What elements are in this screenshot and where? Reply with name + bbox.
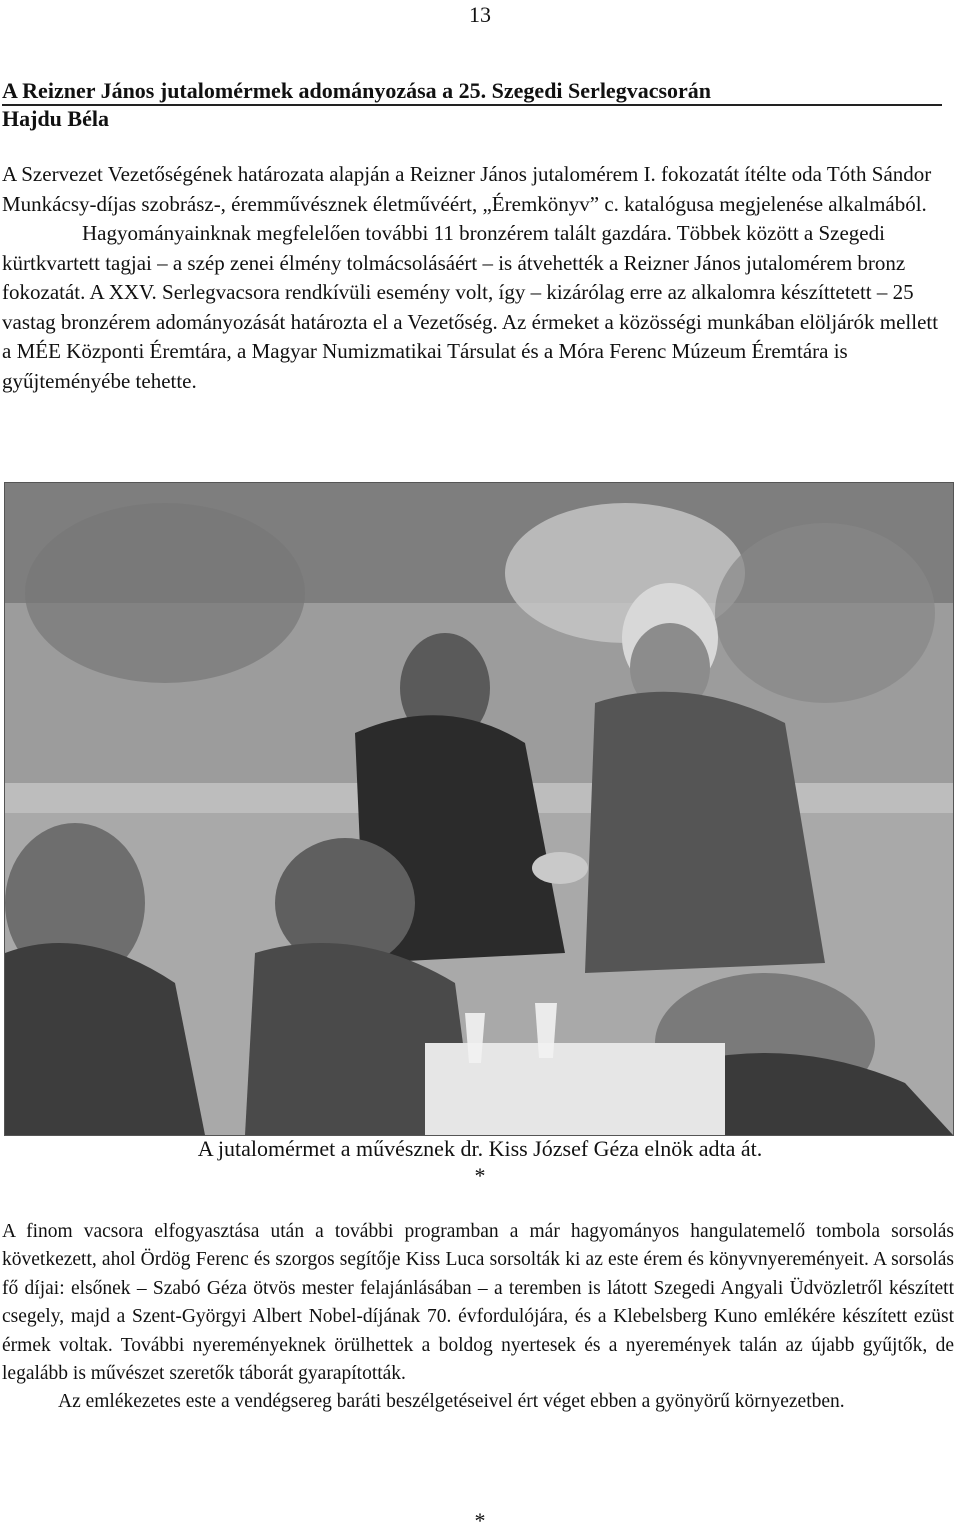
page-number: 13: [469, 2, 491, 27]
article-intro: [2, 160, 950, 396]
body-paragraph-1: A finom vacsora elfogyasztása után a további programban a már hagyományos hangulatemelő tombola sorsolás következett, ahol Ördög Ferenc és szorgos segítője Kiss Luca sorsolták ki az este érem és könyvnyereményeit. A sorsolás fő díjai: elsőnek – Szabó Géza ötvös mester felajánlásában – a teremben is látott Szegedi Angyali Üdvözletről készített csegely, majd a Szent-Györgyi Albert Nobel-díjának 70. évfordulójára, és a Klebelsberg Kuno emlékére készített ezüst érmek voltak. További nyereményeknek örülhettek a boldog nyertesek és a nyeremények talán az újabb gyűjtők, de legalább is művészet szeretők táborát gyarapították.: [2, 1221, 954, 1385]
article-author: Hajdu Béla: [2, 106, 109, 131]
award-photo: [4, 482, 954, 1136]
intro-paragraph-2: Hagyományainknak megfelelően további 11 bronzérem talált gazdára. Többek között a Szegedi kürtkvartett tagjai – a szép zenei élmény tolmácsolásáért – is átvehették a Reizner János jutalomérem bronz fokozatát. A XXV. Serlegvacsora rendkívüli esemény volt, így – kizárólag erre az alkalomra készíttetett – 25 vastag bronzérem adományozását határozta el a Vezetőség. Az érmeket a közösségi munkában elöljárók mellett a MÉE Központi Éremtára, a Magyar Numizmatikai Társulat és a Móra Ferenc Múzeum Éremtára is gyűjteményébe tehette.: [2, 221, 939, 393]
article-title: A Reizner János jutalomérmek adományozása a 25. Szegedi Serlegvacsorán: [2, 78, 942, 106]
section-separator: *: [474, 1163, 486, 1188]
photo-caption: A jutalomérmet a művésznek dr. Kiss József Géza elnök adta át.: [197, 1136, 763, 1161]
body-paragraph-2: Az emlékezetes este a vendégsereg baráti beszélgetéseivel ért véget ebben a gyönyörű környezetben.: [58, 1391, 845, 1413]
award-photo-illustration: [5, 483, 953, 1135]
intro-paragraph-1: A Szervezet Vezetőségének határozata alapján a Reizner János jutalomérem I. fokozatát ítélte oda Tóth Sándor Munkácsy-díjas szobrász-, éremművésznek életművéért, „Éremkönyv” c. katalógusa megjelenése alkalmából.: [2, 162, 932, 216]
second-section: [2, 1218, 954, 1417]
section-separator-end: *: [474, 1508, 486, 1533]
